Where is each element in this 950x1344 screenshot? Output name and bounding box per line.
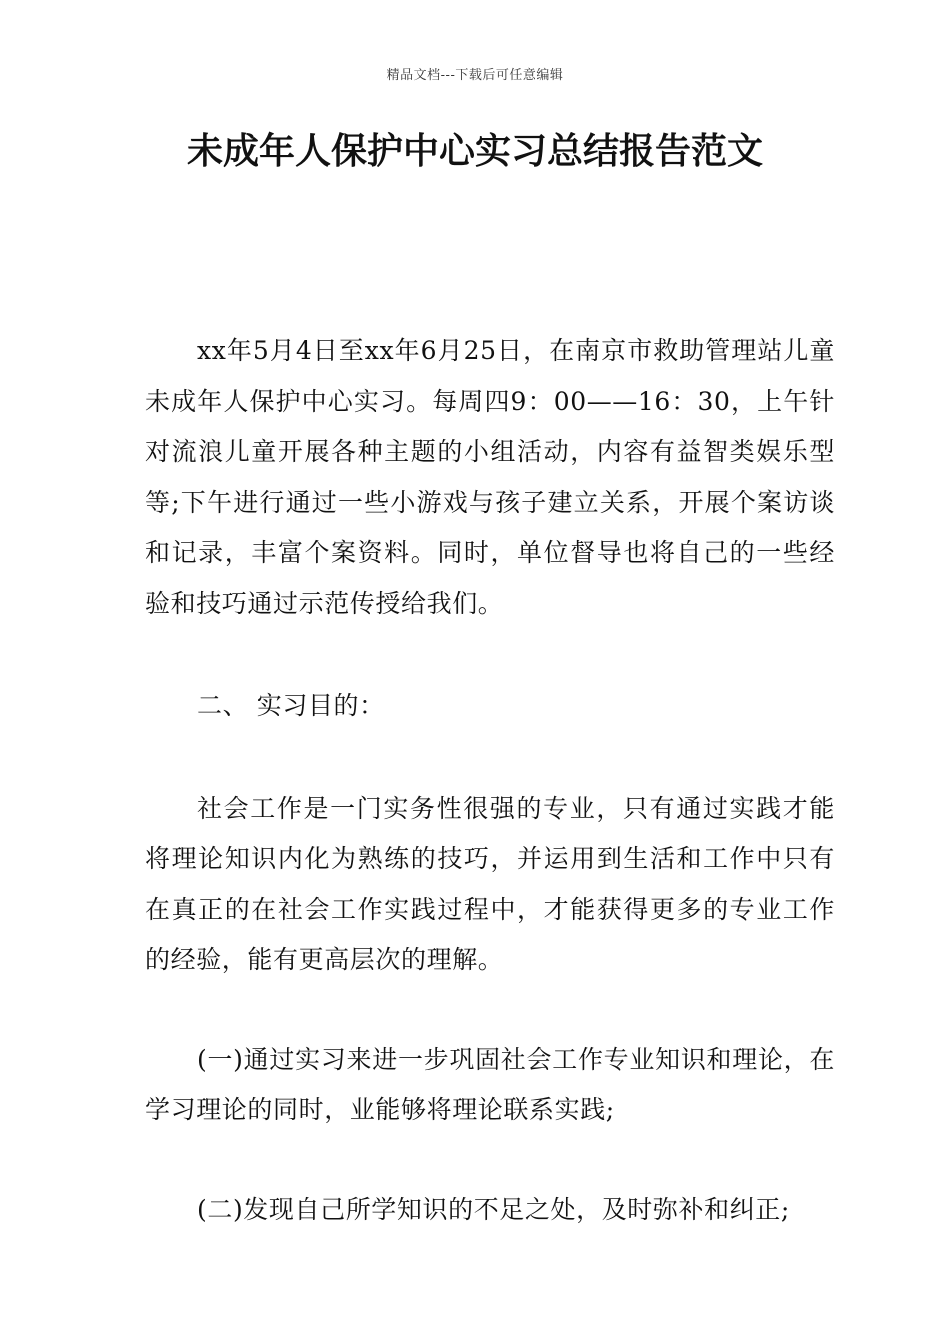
paragraph-item-one: (一)通过实习来进一步巩固社会工作专业知识和理论，在学习理论的同时，业能够将理论联系实践; <box>145 1044 835 1124</box>
paragraph-spacer <box>145 1136 835 1185</box>
document-title: 未成年人保护中心实习总结报告范文 <box>186 131 763 172</box>
paragraph-spacer <box>145 986 835 1035</box>
paragraph-intro: xx年5月4日至xx年6月25日，在南京市救助管理站儿童未成年人保护中心实习。每周四9：00——16：30，上午针对流浪儿童开展各种主题的小组活动，内容有益智类娱乐型等;下午进行通过一些小游戏与孩子建立关系，开展个案访谈和记录，丰富个案资料。同时，单位督导也将自己的一些经验和技巧通过示范传授给我们。 <box>145 336 835 618</box>
paragraph-spacer <box>145 629 835 681</box>
header-note: 精品文档---下载后可任意编辑 <box>386 68 564 83</box>
paragraph-spacer <box>145 732 835 784</box>
section-heading-purpose: 二、 实习目的： <box>197 691 385 720</box>
paragraph-item-two: (二)发现自己所学知识的不足之处，及时弥补和纠正; <box>197 1194 790 1224</box>
paragraph-social-work: 社会工作是一门实务性很强的专业，只有通过实践才能将理论知识内化为熟练的技巧，并运用到生活和工作中只有在真正的在社会工作实践过程中，才能获得更多的专业工作的经验，能有更高层次的理解。 <box>145 793 835 974</box>
document-body <box>145 326 835 1235</box>
